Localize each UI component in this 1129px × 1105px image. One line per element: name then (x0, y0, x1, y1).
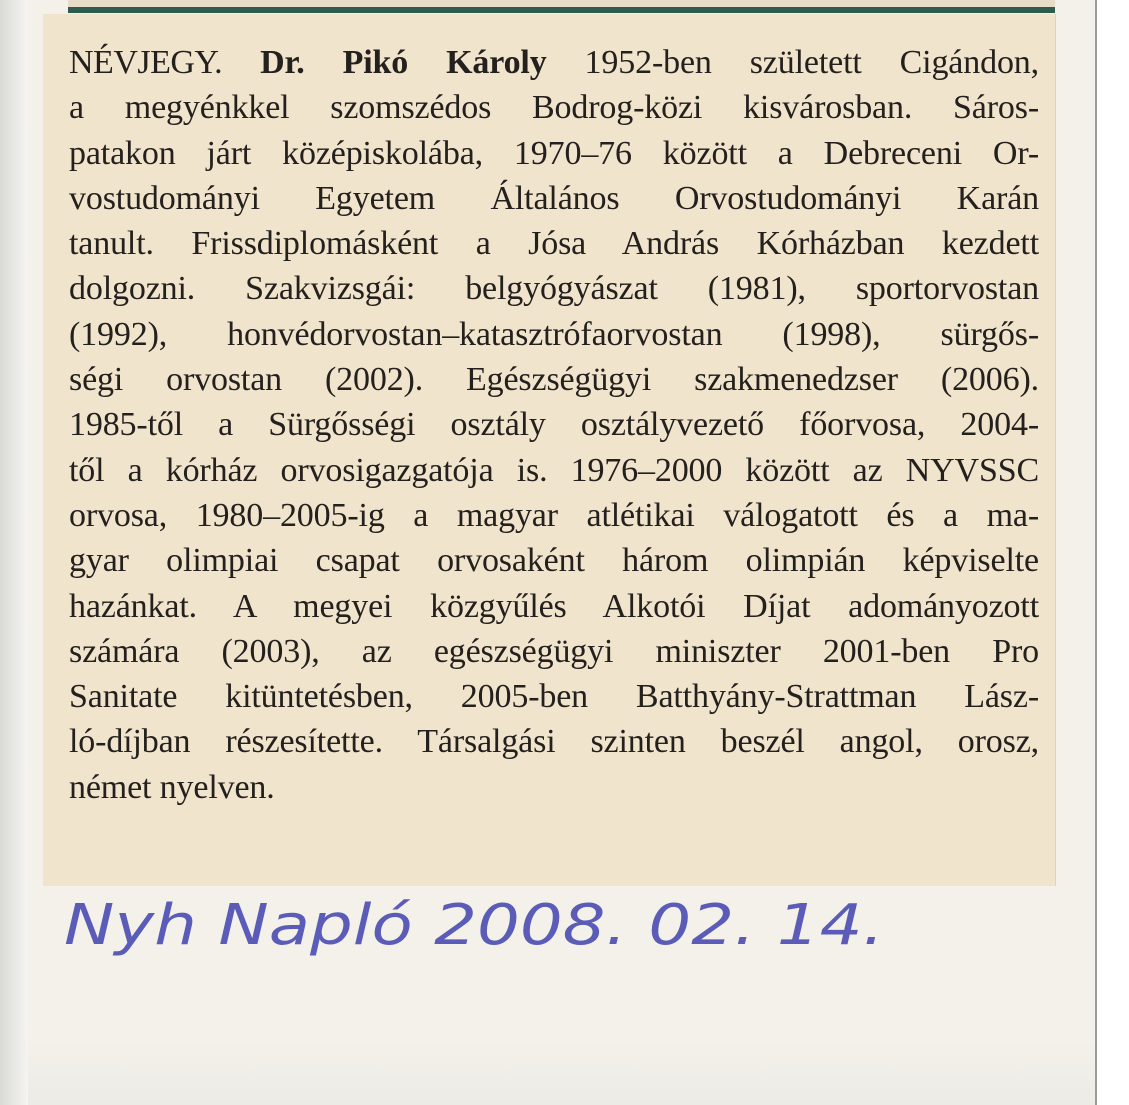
scan-left-shadow (0, 0, 30, 1105)
article-line: patakon járt középiskolába, 1970–76 között a Debreceni Or- (69, 134, 1039, 172)
article-line: vostudományi Egyetem Általános Orvostudományi Karán (69, 179, 1039, 217)
article-line: hazánkat. A megyei közgyűlés Alkotói Díjat adományozott (69, 587, 1039, 625)
article-line: dolgozni. Szakvizsgái: belgyógyászat (1981), sportorvostan (69, 270, 1039, 308)
article-line: orvosa, 1980–2005-ig a magyar atlétikai válogatott és a ma- (69, 496, 1039, 534)
article-person-name: Dr. Pikó Károly (260, 44, 547, 81)
top-margin-strip (68, 0, 1055, 7)
article-line: ségi orvostan (2002). Egészségügyi szakmenedzser (2006). (69, 361, 1039, 399)
article-text (69, 40, 1039, 810)
article-line: Sanitate kitüntetésben, 2005-ben Batthyány-Strattman Lász- (69, 678, 1039, 716)
article-first-line-rest: 1952-ben született Cigándon, (584, 44, 1039, 81)
article-kicker: NÉVJEGY. (69, 44, 223, 81)
article-line: ló-díjban részesítette. Társalgási szinten beszél angol, orosz, (69, 723, 1039, 761)
handwritten-source-note (58, 880, 898, 980)
article-line: 1985-től a Sürgősségi osztály osztályvezető főorvosa, 2004- (69, 406, 1039, 444)
article-line (69, 40, 1039, 85)
scan-right-edge (1095, 0, 1129, 1105)
article-line: számára (2003), az egészségügyi miniszter 2001-ben Pro (69, 632, 1039, 670)
article-line: (1992), honvédorvostan–katasztrófaorvostan (1998), sürgős- (69, 315, 1039, 353)
top-rule (68, 7, 1055, 13)
article-line: tanult. Frissdiplomásként a Jósa András Kórházban kezdett (69, 225, 1039, 263)
handwritten-note-text: Nyh Napló 2008. 02. 14. (64, 893, 884, 958)
article-line: német nyelven. (69, 768, 275, 806)
article-line: gyar olimpiai csapat orvosaként három olimpián képviselte (69, 542, 1039, 580)
article-line: től a kórház orvosigazgatója is. 1976–2000 között az NYVSSC (69, 451, 1039, 489)
clipping-bottom-margin (28, 1040, 1096, 1105)
article-line: a megyénkkel szomszédos Bodrog-közi kisvárosban. Sáros- (69, 89, 1039, 127)
